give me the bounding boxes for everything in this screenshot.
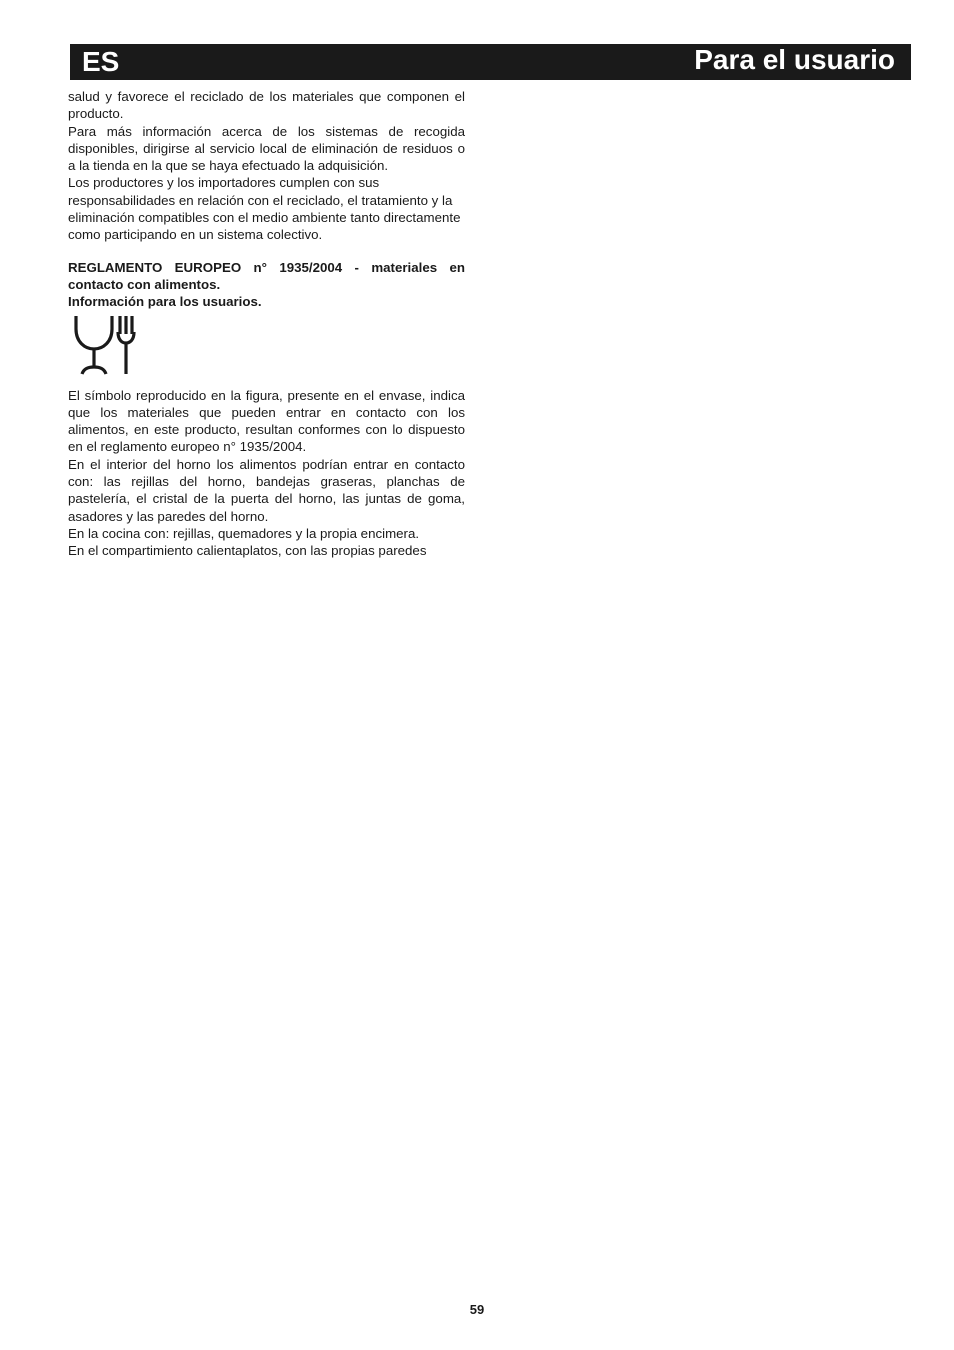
page-header (70, 44, 911, 80)
section-title: Para el usuario (694, 44, 895, 75)
paragraph: Los productores y los importadores cumplen con sus responsabilidades en relación con el reciclado, el tratamiento y la eliminación compatibles con el medio ambiente tanto directamente como participando en un sistema colectivo. (68, 175, 461, 243)
regulation-heading (68, 259, 465, 311)
regulation-title: REGLAMENTO EUROPEO n° 1935/2004 - materiales en contacto con alimentos. (68, 259, 465, 292)
paragraph: En la cocina con: rejillas, quemadores y la propia encimera. (68, 525, 420, 541)
page-number: 59 (469, 1302, 485, 1317)
paragraph: En el compartimiento calientaplatos, con las propias paredes (68, 543, 427, 559)
language-code: ES (82, 46, 120, 77)
food-contact-glass-fork-icon (72, 315, 136, 377)
paragraph: El símbolo reproducido en la figura, presente en el envase, indica que los materiales que pueden entrar en contacto con los alimentos, en este producto, resultan conformes con lo dispuesto en el reglamento europeo n° 1935/2004. (68, 387, 465, 455)
regulation-subtitle: Información para los usuarios. (68, 294, 262, 310)
paragraph: En el interior del horno los alimentos podrían entrar en contacto con: las rejillas del horno, bandejas graseras, planchas de pastelería, el cristal de la puerta del horno, las juntas de goma, asadores y las paredes del horno. (68, 456, 465, 524)
paragraph: Para más información acerca de los sistemas de recogida disponibles, dirigirse al servicio local de eliminación de residuos o a la tienda en la que se haya efectuado la adquisición. (68, 123, 465, 174)
text-column (68, 88, 465, 560)
paragraph: salud y favorece el reciclado de los materiales que componen el producto. (68, 89, 465, 122)
